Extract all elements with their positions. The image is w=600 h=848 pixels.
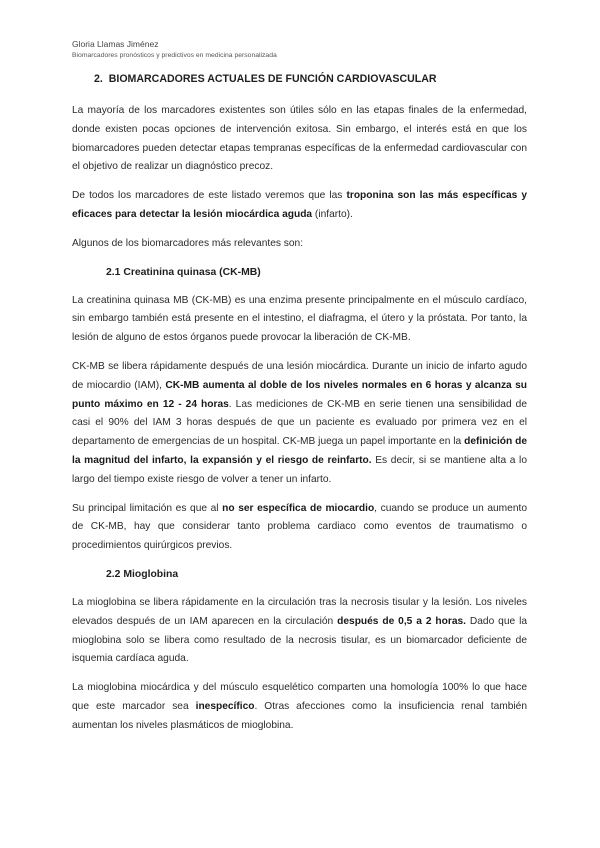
- mioglobina-title: 2.2 Mioglobina: [106, 568, 179, 580]
- list-intro-paragraph: Algunos de los biomarcadores más relevantes son:: [72, 237, 304, 249]
- ckmb-paragraph-2: [72, 358, 527, 490]
- text-run: Es decir, si se mantiene alta a lo largo del tiempo existe riesgo de volver a tener un infarto.: [72, 454, 527, 485]
- ckmb-paragraph-3: [72, 500, 527, 556]
- ckmb-paragraph-1: La creatinina quinasa MB (CK-MB) es una enzima presente principalmente en el músculo cardíaco, sin embargo también está presente en el intestino, el diafragma, el útero y la próstata. Por tanto, la lesión de alguno de estos órganos puede provocar la liberación de CK-MB.: [72, 294, 527, 344]
- header-author: Gloria Llamas Jiménez: [72, 39, 159, 49]
- bold-text: definición de la magnitud del infarto, la expansión y el riesgo de reinfarto.: [72, 436, 527, 466]
- bold-text: no ser específica de miocardio: [222, 502, 375, 514]
- mioglobina-paragraph-2: [72, 679, 527, 735]
- intro-paragraph: La mayoría de los marcadores existentes son útiles sólo en las etapas finales de la enfermedad, donde existen pocas opciones de intervención exitosa. Sin embargo, el interés está en que los biomarcadores pueden detectar etapas tempranas específicas de la enfermedad cardiovascular con el objetivo de realizar un diagnóstico precoz.: [72, 105, 527, 173]
- text-run: La mioglobina se libera rápidamente en la circulación tras la necrosis tisular y la lesión. Los niveles elevados después de un IAM aparecen en la circulación: [72, 596, 527, 627]
- text-run: CK-MB se libera rápidamente después de una lesión miocárdica. Durante un inicio de infarto agudo de miocardio (IAM),: [72, 360, 527, 391]
- text-run: . Otras afecciones como la insuficiencia renal también aumentan los niveles plasmáticos de mioglobina.: [72, 700, 527, 731]
- page-content: [72, 72, 527, 746]
- mioglobina-paragraph-1: [72, 594, 527, 669]
- ckmb-title: 2.1 Creatinina quinasa (CK-MB): [106, 266, 261, 278]
- text-run: Dado que la mioglobina solo se libera como resultado de la necrosis tisular, es un biomarcador deficiente de isquemia cardíaca aguda.: [72, 615, 527, 665]
- running-header: [72, 38, 277, 62]
- text-run: Su principal limitación es que al: [72, 502, 223, 514]
- bold-text: inespecífico: [195, 700, 255, 712]
- text-run: La mioglobina miocárdica y del músculo esquelético comparten una homología 100% lo que hace que este marcador sea: [72, 682, 527, 712]
- bold-text: CK-MB aumenta al doble de los niveles normales en 6 horas y alcanza su punto máximo en 12 - 24 horas: [72, 379, 527, 410]
- text-run: , cuando se produce un aumento de CK-MB, hay que considerar tanto problema cardiaco como eventos de traumatismo o procedimientos quirúrgicos previos.: [72, 502, 527, 552]
- header-subtitle: Biomarcadores pronósticos y predictivos en medicina personalizada: [72, 52, 277, 59]
- text-run: . Las mediciones de CK-MB en serie tienen una sensibilidad de casi el 90% del IAM 3 horas después de que un paciente es evaluado por primera vez en el departamento de emergencias de un hospital. CK-MB juega un papel importante en la: [72, 398, 527, 448]
- bold-text: troponina son las más específicas y eficaces para detectar la lesión miocárdica aguda: [72, 190, 527, 220]
- troponin-paragraph: [72, 187, 527, 225]
- bold-text: después de 0,5 a 2 horas.: [337, 615, 466, 627]
- text-run: (infarto).: [312, 208, 353, 220]
- text-run: De todos los marcadores de este listado veremos que las: [72, 190, 347, 202]
- section-title: 2. BIOMARCADORES ACTUALES DE FUNCIÓN CARDIOVASCULAR: [94, 73, 437, 85]
